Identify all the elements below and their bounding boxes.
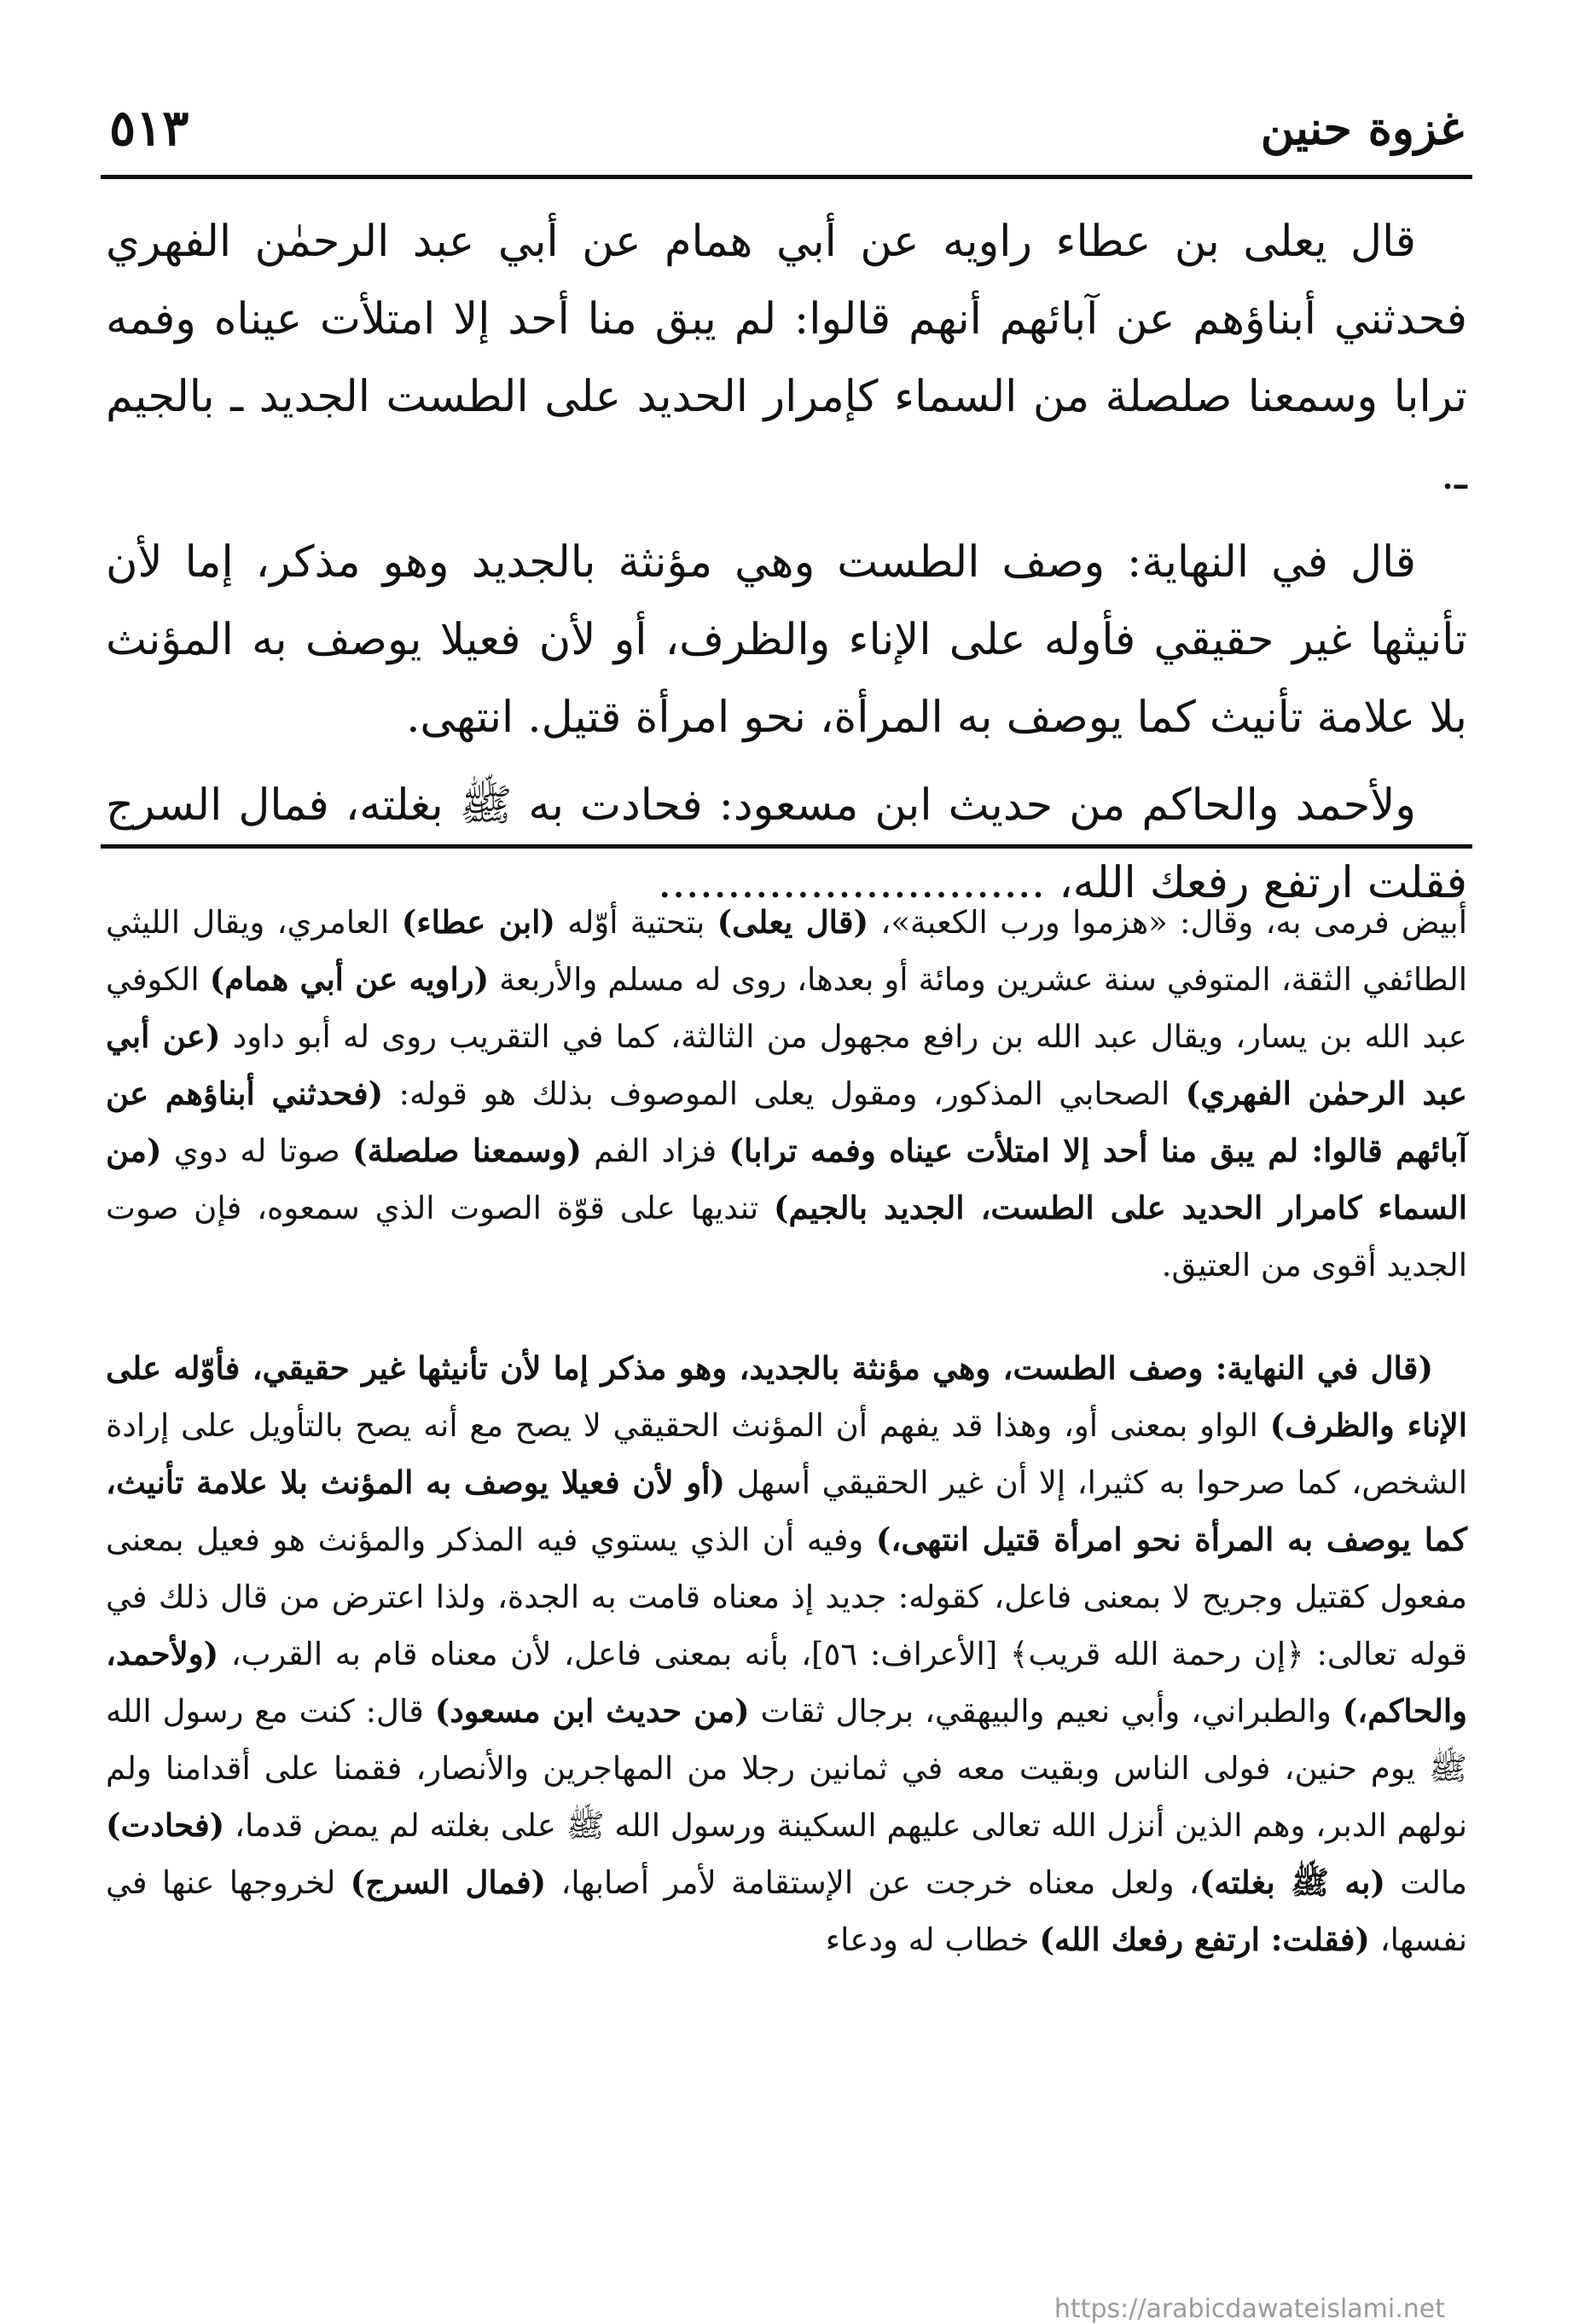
main-paragraph-1: قال يعلى بن عطاء راويه عن أبي همام عن أبي عبد الرحمٰن الفهري فحدثني أبناؤهم عن آبائهم أنهم قالوا: لم يبق منا أحد إلا امتلأت عيناه وفمه ترابا وسمعنا صلصلة من السماء كإمرار الحديد على الطست الجديد ـ بالجيم ـ. (106, 217, 1467, 500)
note-text: وفيه أن الذي يستوي فيه المذكر والمؤنث هو فعيل بمعنى مفعول كقتيل وجريح لا بمعنى فاعل، كقوله: جديد إذ معناه قامت به الجدة، ولذا اعترض من قال ذلك في قوله تعالى: ﴿إن رحمة الله قريب﴾ [الأعراف: ٥٦]، بأنه بمعنى فاعل، لأن معناه قام به القرب، (106, 1521, 1467, 1672)
note-text: تنديها على قوّة الصوت الذي سمعوه، فإن صوت الجديد أقوى من العتيق. (106, 1190, 1467, 1284)
header-rule (101, 175, 1472, 179)
note-text: صوتا له دوي (161, 1133, 353, 1169)
commentary-paragraph-2 (106, 1340, 1467, 1968)
commentary (106, 894, 1467, 1968)
note-quote: (أو لأن فعيلا يوصف به المؤنث بلا علامة تأنيث، كما يوصف به المرأة نحو امرأة قتيل انتهى،) (106, 1463, 1467, 1558)
commentary-paragraph-1 (106, 894, 1467, 1294)
note-quote: (قال يعلى) (717, 903, 869, 941)
note-text: الواو بمعنى أو، وهذا قد يفهم أن المؤنث الحقيقي لا يصح مع أنه يصح بالتأويل على إرادة الشخص، كما صرحوا به كثيرا، إلا أن غير الحقيقي أسهل (106, 1407, 1468, 1501)
note-quote: (قال في النهاية: وصف الطست، وهي مؤنثة بالجديد، وهو مذكر إما لأن تأنيثها غير حقيقي، فأوّله على الإناء والظرف) (106, 1349, 1467, 1444)
note-quote: (وسمعنا صلصلة) (352, 1132, 582, 1169)
main-paragraph-3-dots: ............................ (658, 858, 1046, 908)
note-text: فزاد الفم (581, 1133, 729, 1169)
main-text (106, 203, 1467, 932)
note-quote: (راويه عن أبي همام) (209, 960, 490, 998)
note-text: قال: كنت مع رسول الله ﷺ يوم حنين، فولى الناس وبقيت معه في ثمانين رجلا من المهاجرين والأنصار، فقمنا على أقدامنا ولم نولهم الدبر، وهم الذين أنزل الله تعالى عليهم السكينة ورسول الله ﷺ على بغلته لم يمض قدما، (106, 1693, 1467, 1844)
note-text: العامري، ويقال الليثي الطائفي الثقة، المتوفي سنة عشرين ومائة أو بعدها، روى له مسلم والأربعة (106, 904, 1467, 998)
note-text: ، ولعل معناه خرجت عن الإستقامة لأمر أصابها، (546, 1864, 1199, 1901)
note-text: بتحتية أوّله (554, 904, 717, 941)
note-quote: (فقلت: ارتفع رفعك الله) (1039, 1921, 1370, 1958)
main-paragraph-2: قال في النهاية: وصف الطست وهي مؤنثة بالجديد وهو مذكر، إما لأن تأنيثها غير حقيقي فأوله على الإناء والظرف، أو لأن فعيلا يوصف به المؤنث بلا علامة تأنيث كما يوصف به المرأة، نحو امرأة قتيل. انتهى. (106, 537, 1467, 743)
note-text: الكوفي عبد الله بن يسار، ويقال عبد الله بن رافع مجهول من الثالثة، كما في التقريب روى له أبو داود (106, 961, 1467, 1055)
note-quote: (فمال السرج) (350, 1863, 547, 1901)
note-text: والطبراني، وأبي نعيم والبيهقي، برجال ثقات (749, 1693, 1343, 1730)
watermark-url: https://arabicdawateislami.net (1054, 2294, 1445, 2324)
note-text: خطاب له ودعاء (825, 1921, 1040, 1958)
running-title: غزوة حنين (1260, 101, 1464, 155)
commentary-rule (101, 844, 1472, 849)
page-number: ٥١٣ (109, 99, 189, 157)
note-quote: (من حديث ابن مسعود) (434, 1692, 750, 1730)
note-quote: (من السماء كامرار الحديد على الطست، الجديد بالجيم) (106, 1132, 1467, 1226)
page-header (109, 85, 1464, 171)
note-quote: (به ﷺ بغلته) (1199, 1863, 1385, 1901)
note-text: لخروجها عنها في نفسها، (106, 1864, 1467, 1958)
note-text: الصحابي المذكور، ومقول يعلى الموصوف بذلك هو قوله: (383, 1075, 1186, 1112)
note-quote: (ابن عطاء) (401, 903, 555, 941)
note-text: مالت (1384, 1864, 1467, 1901)
note-text: أبيض فرمى به، وقال: «هزموا ورب الكعبة»، (868, 904, 1467, 941)
note-quote: (فحادت) (106, 1806, 225, 1844)
note-quote: (ولأحمد، والحاكم،) (106, 1635, 1467, 1730)
note-quote: (فحدثني أبناؤهم عن آبائهم قالوا: لم يبق منا أحد إلا امتلأت عيناه وفمه ترابا) (106, 1075, 1467, 1169)
note-quote: (عن أبي عبد الرحمٰن الفهري) (106, 1017, 1468, 1112)
main-paragraph-3-text: ولأحمد والحاكم من حديث ابن مسعود: فحادت به ﷺ بغلته، فمال السرج فقلت ارتفع رفعك الله، (106, 780, 1467, 908)
